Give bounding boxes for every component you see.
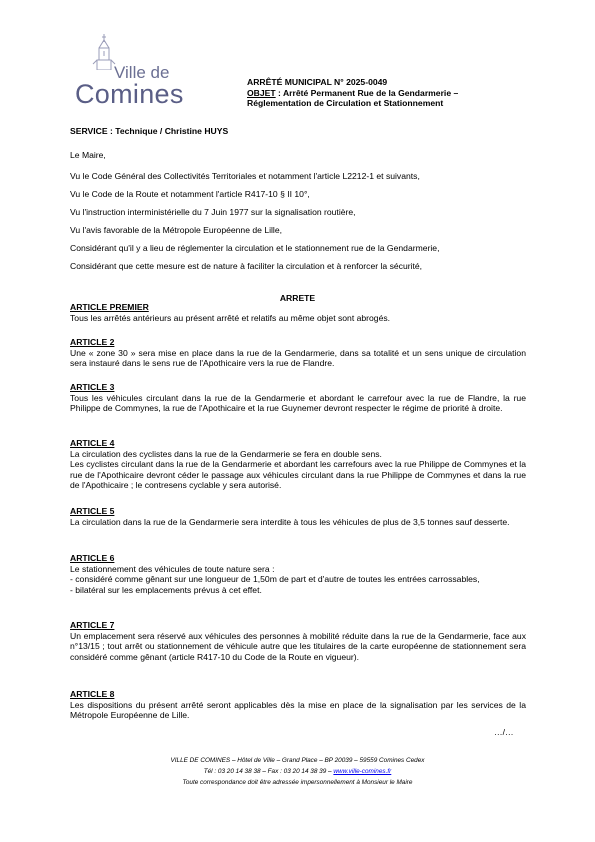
logo	[74, 34, 186, 114]
vu-line: Vu le Code Général des Collectivités Territoriales et notamment l'article L2212-1 et suivants,	[70, 171, 420, 181]
article-heading: ARTICLE 2	[70, 337, 115, 347]
objet-label: OBJET	[247, 87, 276, 98]
logo-ville-de: Ville de	[114, 63, 170, 82]
article-heading: ARTICLE 8	[70, 689, 115, 699]
footer-website-link[interactable]: www.ville-comines.fr	[333, 768, 392, 775]
decree-header	[247, 77, 547, 109]
article-4	[70, 438, 526, 491]
footer-notice: Toute correspondance doit être adressée impersonnellement à Monsieur le Maire	[182, 779, 413, 786]
article-text: Une « zone 30 » sera mise en place dans la rue de la Gendarmerie, dans sa totalité et un sens unique de circulation sera instauré dans le sens rue de l'Apothicaire vers la rue de Flandre.	[70, 347, 526, 369]
article-heading: ARTICLE 7	[70, 620, 115, 630]
article-list-item: - bilatéral sur les emplacements prévus à cet effet.	[70, 584, 262, 595]
arrete-heading: ARRETE	[279, 293, 316, 303]
vu-line: Vu l'instruction interministérielle du 7 Juin 1977 sur la signalisation routière,	[70, 207, 356, 217]
article-7	[70, 620, 526, 662]
considerant-line: Considérant qu'il y a lieu de réglementer la circulation et le stationnement rue de la Gendarmerie,	[70, 243, 440, 253]
article-3	[70, 382, 526, 414]
article-text: Le stationnement des véhicules de toute nature sera :	[70, 563, 275, 574]
article-1	[70, 302, 526, 323]
article-list-item: - considéré comme gênant sur une longueur de 1,50m de part et d'autre de toutes les entrées carrossables,	[70, 574, 480, 585]
article-heading: ARTICLE 4	[70, 438, 115, 448]
article-text: Tous les arrêtés antérieurs au présent arrêté et relatifs au même objet sont abrogés.	[70, 312, 391, 323]
decree-title: ARRÊTÉ MUNICIPAL N° 2025-0049	[247, 77, 388, 87]
logo-comines: Comines	[75, 79, 184, 109]
footer-phone: Tél : 03 20 14 38 38 – Fax : 03 20 14 38 39 –	[203, 768, 334, 775]
footer-address: VILLE DE COMINES – Hôtel de Ville – Grand Place – BP 20039 – 59559 Comines Cedex	[170, 757, 425, 764]
article-6	[70, 553, 526, 595]
article-text: Tous les véhicules circulant dans la rue de la Gendarmerie et abordant le carrefour avec la rue de Flandre, la rue Philippe de Commynes, la rue de l'Apothicaire et la rue Guynemer devront respecter le régime de priorité à droite.	[70, 392, 526, 414]
considerant-line: Considérant que cette mesure est de nature à faciliter la circulation et à renforcer la sécurité,	[70, 261, 423, 271]
article-text: Les dispositions du présent arrêté seront applicables dès la mise en place de la signalisation par les services de la Métropole Européenne de Lille.	[70, 699, 526, 721]
article-heading: ARTICLE 3	[70, 382, 115, 392]
article-heading: ARTICLE 5	[70, 506, 115, 516]
vu-line: Vu le Code de la Route et notamment l'article R417-10 § II 10°,	[70, 189, 310, 199]
article-2	[70, 337, 526, 369]
article-5	[70, 506, 526, 527]
article-text: La circulation des cyclistes dans la rue de la Gendarmerie se fera en double sens.	[70, 448, 382, 459]
article-heading: ARTICLE PREMIER	[70, 302, 149, 312]
article-text: Les cyclistes circulant dans la rue de la Gendarmerie et abordant les carrefours avec la rue Philippe de Commynes et la rue de l'Apothicaire devront céder le passage aux véhicules circulant dans la rue Philippe de Commynes et dans la rue de l'Apothicaire ; le contresens cyclable y sera autorisé.	[70, 459, 526, 491]
service-line: SERVICE : Technique / Christine HUYS	[70, 126, 229, 136]
vu-line: Vu l'avis favorable de la Métropole Européenne de Lille,	[70, 225, 283, 235]
decree-objet	[247, 88, 547, 99]
article-8	[70, 689, 526, 721]
article-text: Un emplacement sera réservé aux véhicules des personnes à mobilité réduite dans la rue de la Gendarmerie, face aux n°13/15 ; tout arrêt ou stationnement de véhicule autre que les titulaires de la carte européenne de stationnement sera considéré comme gênant (article R417-10 du Code de la Route en vigueur).	[70, 630, 526, 662]
objet-text: : Arrêté Permanent Rue de la Gendarmerie –	[275, 87, 459, 98]
continuation-mark: …/…	[494, 727, 514, 737]
objet-line2: Réglementation de Circulation et Stationnement	[247, 98, 444, 108]
article-heading: ARTICLE 6	[70, 553, 115, 563]
le-maire: Le Maire,	[70, 150, 106, 160]
footer-contact	[0, 767, 595, 777]
article-text: La circulation dans la rue de la Gendarmerie sera interdite à tous les véhicules de plus de 3,5 tonnes sauf desserte.	[70, 516, 510, 527]
